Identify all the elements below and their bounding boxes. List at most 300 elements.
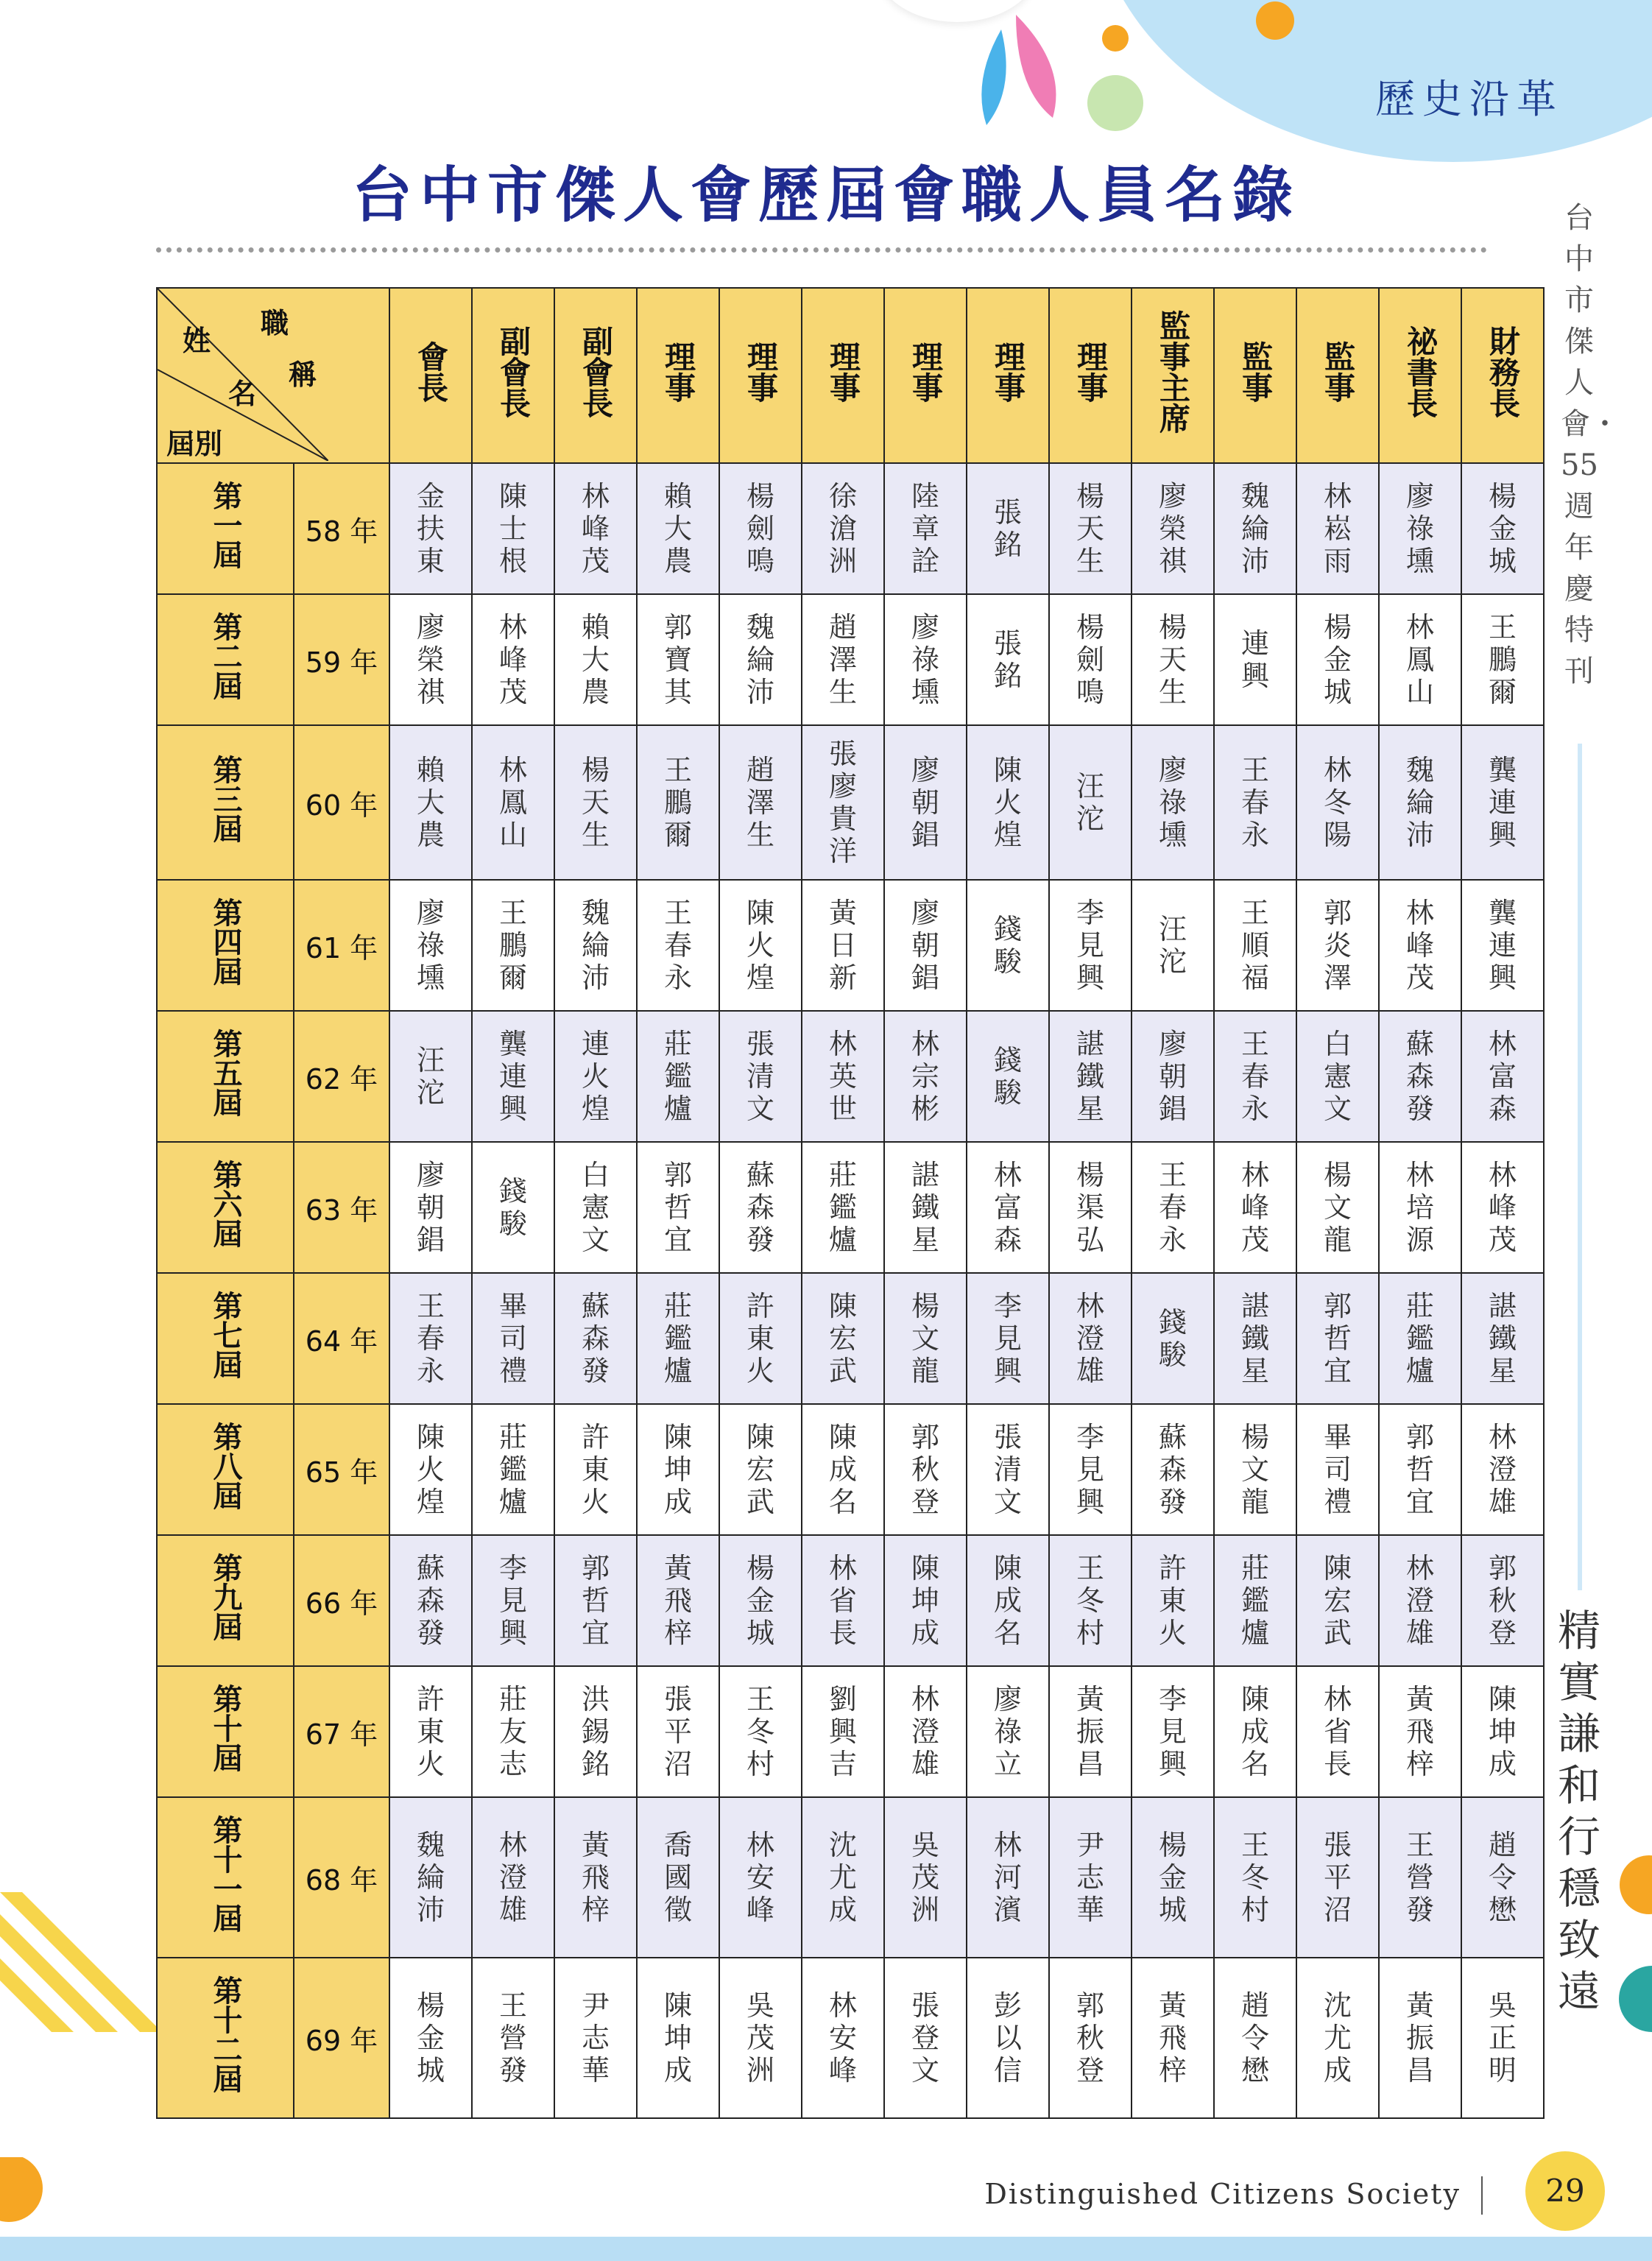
- name-cell: [637, 1666, 719, 1797]
- decor-petals: [957, 0, 1200, 147]
- name-cell: [472, 1797, 554, 1958]
- officer-name: 白憲文: [1323, 1028, 1352, 1125]
- name-cell: [1049, 1666, 1132, 1797]
- officer-name: 張清文: [746, 1028, 774, 1125]
- name-cell: [554, 1011, 637, 1142]
- officer-name: 林富森: [1488, 1028, 1517, 1125]
- name-cell: [389, 1404, 472, 1535]
- officer-name: 林鳳山: [498, 754, 527, 851]
- name-cell: [554, 1142, 637, 1273]
- officer-name: 汪 沱: [416, 1044, 454, 1109]
- term-label: 第八屆: [208, 1422, 242, 1510]
- officer-name: 賴大農: [416, 754, 445, 851]
- officer-name: 李見興: [498, 1552, 527, 1649]
- column-header: [967, 288, 1049, 463]
- column-header-label: 會長: [413, 341, 449, 403]
- year-cell: 63 年: [294, 1142, 389, 1273]
- name-cell: [554, 1797, 637, 1958]
- table-row: [157, 1797, 1544, 1958]
- officer-name: 林英世: [828, 1028, 857, 1125]
- year-cell: 67 年: [294, 1666, 389, 1797]
- column-header: [1132, 288, 1214, 463]
- name-cell: [884, 594, 967, 725]
- table-row: [157, 1535, 1544, 1666]
- officer-name: 楊金城: [1323, 611, 1352, 708]
- officer-name: 諶鐵星: [1488, 1290, 1517, 1387]
- name-cell: [637, 1958, 719, 2118]
- year-cell: 65 年: [294, 1404, 389, 1535]
- year-cell: 69 年: [294, 1958, 389, 2118]
- officer-name: 李見興: [1158, 1683, 1187, 1780]
- name-cell: [472, 880, 554, 1011]
- name-cell: [472, 1273, 554, 1404]
- column-header: [554, 288, 637, 463]
- officer-name: 蘇森發: [1405, 1028, 1434, 1125]
- table-row: [157, 594, 1544, 725]
- officer-name: 黃日新: [828, 897, 857, 994]
- officer-name: 錢 駿: [498, 1175, 537, 1240]
- name-cell: [1461, 1142, 1544, 1273]
- officer-name: 黃振昌: [1076, 1683, 1104, 1780]
- name-cell: [1132, 1958, 1214, 2118]
- name-cell: [1461, 725, 1544, 880]
- officer-name: 王營發: [1405, 1829, 1434, 1926]
- officer-name: 郭寶其: [663, 611, 692, 708]
- officer-name: 王順福: [1240, 897, 1269, 994]
- officer-name: 沈尤成: [828, 1829, 857, 1926]
- name-cell: [389, 1011, 472, 1142]
- page-number: 29: [1525, 2151, 1605, 2231]
- officer-name: 王春永: [663, 897, 692, 994]
- name-cell: [967, 1142, 1049, 1273]
- officer-name: 郭哲宜: [581, 1552, 610, 1649]
- name-cell: [1049, 1797, 1132, 1958]
- name-cell: [1379, 1535, 1461, 1666]
- name-cell: [637, 1404, 719, 1535]
- name-cell: [1461, 1273, 1544, 1404]
- officer-name: 錢 駿: [1158, 1306, 1196, 1371]
- name-cell: [1132, 1797, 1214, 1958]
- officer-name: 楊金城: [416, 1989, 445, 2087]
- name-cell: [1461, 1011, 1544, 1142]
- term-cell: [157, 1142, 294, 1273]
- name-cell: [967, 880, 1049, 1011]
- officer-name: 賴大農: [581, 611, 610, 708]
- officer-name: 莊鑑爐: [498, 1421, 527, 1518]
- officer-name: 龔連興: [498, 1028, 527, 1125]
- officer-name: 魏綸沛: [746, 611, 774, 708]
- name-cell: [1379, 463, 1461, 594]
- term-cell: [157, 1535, 294, 1666]
- column-header: [884, 288, 967, 463]
- corner-name-label: 名: [228, 378, 257, 410]
- column-header: [1049, 288, 1132, 463]
- name-cell: [884, 1142, 967, 1273]
- name-cell: [1379, 1666, 1461, 1797]
- officer-name: 郭秋登: [1488, 1552, 1517, 1649]
- officer-name: 賴大農: [663, 480, 692, 577]
- name-cell: [1461, 594, 1544, 725]
- officer-name: 林峰茂: [498, 611, 527, 708]
- name-cell: [1214, 1273, 1296, 1404]
- officer-name: 楊文龍: [911, 1290, 939, 1387]
- officer-name: 林澄雄: [1076, 1290, 1104, 1387]
- name-cell: [1049, 880, 1132, 1011]
- officer-name: 諶鐵星: [1076, 1028, 1104, 1125]
- term-label: 第十屆: [208, 1684, 242, 1772]
- officer-name: 王冬村: [1240, 1829, 1269, 1926]
- motto: 精實謙和 行穩致遠: [1557, 1606, 1600, 2017]
- officer-name: 汪 沱: [1158, 913, 1196, 978]
- name-cell: [389, 1958, 472, 2118]
- name-cell: [719, 463, 802, 594]
- name-cell: [1049, 463, 1132, 594]
- officer-name: 陳成名: [828, 1421, 857, 1518]
- name-cell: [389, 725, 472, 880]
- name-cell: [967, 1404, 1049, 1535]
- name-cell: [884, 725, 967, 880]
- officer-name: 楊天生: [581, 754, 610, 851]
- term-cell: [157, 1797, 294, 1958]
- officer-name: 林富森: [993, 1159, 1022, 1256]
- name-cell: [1049, 1535, 1132, 1666]
- name-cell: [1296, 594, 1379, 725]
- officer-name: 莊鑑爐: [1405, 1290, 1434, 1387]
- term-cell: [157, 1011, 294, 1142]
- name-cell: [1296, 463, 1379, 594]
- officer-name: 莊鑑爐: [663, 1290, 692, 1387]
- name-cell: [1379, 880, 1461, 1011]
- officer-name: 蘇森發: [416, 1552, 445, 1649]
- officer-name: 楊金城: [1488, 480, 1517, 577]
- officer-name: 畢司禮: [498, 1290, 527, 1387]
- name-cell: [472, 463, 554, 594]
- name-cell: [389, 1535, 472, 1666]
- column-header: [802, 288, 884, 463]
- table-row: [157, 1666, 1544, 1797]
- name-cell: [1214, 1958, 1296, 2118]
- name-cell: [884, 1535, 967, 1666]
- name-cell: [1379, 1797, 1461, 1958]
- name-cell: [719, 1666, 802, 1797]
- name-cell: [1296, 1535, 1379, 1666]
- officer-name: 林峰茂: [1488, 1159, 1517, 1256]
- table-row: [157, 463, 1544, 594]
- name-cell: [637, 725, 719, 880]
- name-cell: [389, 1142, 472, 1273]
- name-cell: [719, 1797, 802, 1958]
- officer-name: 白憲文: [581, 1159, 610, 1256]
- officer-name: 諶鐵星: [1240, 1290, 1269, 1387]
- name-cell: [1296, 880, 1379, 1011]
- term-label: 第二屆: [208, 612, 242, 700]
- officer-name: 廖祿壎: [1158, 754, 1187, 851]
- officer-name: 陳宏武: [1323, 1552, 1352, 1649]
- name-cell: [802, 1011, 884, 1142]
- officer-name: 陳坤成: [663, 1421, 692, 1518]
- name-cell: [554, 1535, 637, 1666]
- table-row: [157, 1958, 1544, 2118]
- table-row: [157, 1273, 1544, 1404]
- officer-name: 林澄雄: [1405, 1552, 1434, 1649]
- officer-name: 楊文龍: [1323, 1159, 1352, 1256]
- name-cell: [884, 1273, 967, 1404]
- column-header: [389, 288, 472, 463]
- name-cell: [472, 1011, 554, 1142]
- name-cell: [1296, 1273, 1379, 1404]
- column-header: [1296, 288, 1379, 463]
- name-cell: [1461, 463, 1544, 594]
- name-cell: [1296, 1011, 1379, 1142]
- officer-name: 郭秋登: [1076, 1989, 1104, 2087]
- name-cell: [1214, 1666, 1296, 1797]
- table-row: [157, 1011, 1544, 1142]
- officer-name: 吳茂洲: [746, 1989, 774, 2087]
- name-cell: [389, 463, 472, 594]
- officer-name: 陸章詮: [911, 480, 939, 577]
- name-cell: [1132, 1142, 1214, 1273]
- year-cell: 68 年: [294, 1797, 389, 1958]
- column-header-label: 副會長: [495, 325, 532, 418]
- officer-name: 廖榮祺: [1158, 480, 1187, 577]
- name-cell: [1296, 1958, 1379, 2118]
- term-cell: [157, 1958, 294, 2118]
- name-cell: [1214, 725, 1296, 880]
- officer-name: 劉興吉: [828, 1683, 857, 1780]
- name-cell: [1214, 463, 1296, 594]
- name-cell: [802, 1958, 884, 2118]
- officer-name: 楊金城: [1158, 1829, 1187, 1926]
- officer-name: 楊天生: [1076, 480, 1104, 577]
- officer-name: 洪錫銘: [581, 1683, 610, 1780]
- officer-name: 郭秋登: [911, 1421, 939, 1518]
- column-header: [1214, 288, 1296, 463]
- name-cell: [967, 1958, 1049, 2118]
- decor-dot: [1215, 0, 1303, 59]
- column-header-label: 監事: [1320, 341, 1356, 403]
- officer-name: 沈尤成: [1323, 1989, 1352, 2087]
- column-header-label: 財務長: [1485, 325, 1521, 418]
- section-tag: 歷史沿革: [1375, 76, 1564, 122]
- officer-name: 楊劍鳴: [1076, 611, 1104, 708]
- term-cell: [157, 463, 294, 594]
- table-row: [157, 725, 1544, 880]
- name-cell: [1214, 1404, 1296, 1535]
- name-cell: [1379, 725, 1461, 880]
- officer-name: 莊鑑爐: [828, 1159, 857, 1256]
- officer-name: 金扶東: [416, 480, 445, 577]
- name-cell: [554, 1666, 637, 1797]
- term-cell: [157, 1404, 294, 1535]
- name-cell: [802, 1797, 884, 1958]
- officer-name: 許東火: [581, 1421, 610, 1518]
- officer-name: 郭炎澤: [1323, 897, 1352, 994]
- officer-name: 林澄雄: [498, 1829, 527, 1926]
- name-cell: [1461, 1797, 1544, 1958]
- term-label: 第四屆: [208, 897, 242, 986]
- name-cell: [719, 594, 802, 725]
- officer-name: 廖朝錩: [911, 897, 939, 994]
- name-cell: [1132, 1535, 1214, 1666]
- name-cell: [637, 463, 719, 594]
- officer-name: 廖祿壎: [1405, 480, 1434, 577]
- name-cell: [1132, 1011, 1214, 1142]
- footer-org: Distinguished Citizens Society: [984, 2178, 1461, 2210]
- name-cell: [637, 594, 719, 725]
- name-cell: [637, 1797, 719, 1958]
- name-cell: [719, 1958, 802, 2118]
- name-cell: [554, 1404, 637, 1535]
- name-cell: [719, 725, 802, 880]
- name-cell: [884, 880, 967, 1011]
- officer-name: 畢司禮: [1323, 1421, 1352, 1518]
- officer-name: 蘇森發: [746, 1159, 774, 1256]
- name-cell: [472, 1142, 554, 1273]
- name-cell: [1049, 594, 1132, 725]
- term-cell: [157, 1273, 294, 1404]
- corner-surname-label: 姓: [183, 325, 211, 357]
- publication-name: 台中市傑人會・55週年慶特刊: [1561, 201, 1620, 688]
- year-cell: 60 年: [294, 725, 389, 880]
- officer-name: 許東火: [1158, 1552, 1187, 1649]
- officer-name: 林省長: [1323, 1683, 1352, 1780]
- name-cell: [1296, 1666, 1379, 1797]
- name-cell: [719, 1142, 802, 1273]
- name-cell: [1049, 1273, 1132, 1404]
- officer-name: 林冬陽: [1323, 754, 1352, 851]
- officer-name: 林峰茂: [581, 480, 610, 577]
- officer-name: 徐滄洲: [828, 480, 857, 577]
- term-label: 第六屆: [208, 1160, 242, 1248]
- name-cell: [1379, 1273, 1461, 1404]
- officer-name: 張廖貴洋: [828, 738, 857, 867]
- officer-name: 魏綸沛: [416, 1829, 445, 1926]
- name-cell: [389, 1273, 472, 1404]
- officer-name: 廖祿壎: [416, 897, 445, 994]
- term-label: 第三屆: [208, 755, 242, 843]
- officer-name: 楊金城: [746, 1552, 774, 1649]
- name-cell: [472, 1666, 554, 1797]
- officer-name: 陳火煌: [746, 897, 774, 994]
- officer-name: 龔連興: [1488, 754, 1517, 851]
- term-cell: [157, 725, 294, 880]
- name-cell: [1132, 1404, 1214, 1535]
- name-cell: [719, 1404, 802, 1535]
- name-cell: [802, 1142, 884, 1273]
- name-cell: [1214, 594, 1296, 725]
- table-row: [157, 1142, 1544, 1273]
- table-header-row: [157, 288, 1544, 463]
- bottom-bar: [0, 2237, 1652, 2261]
- officer-name: 郭哲宜: [663, 1159, 692, 1256]
- name-cell: [1049, 725, 1132, 880]
- name-cell: [967, 1011, 1049, 1142]
- year-cell: 62 年: [294, 1011, 389, 1142]
- officer-name: 王冬村: [1076, 1552, 1104, 1649]
- column-header-label: 理事: [990, 341, 1026, 403]
- name-cell: [554, 463, 637, 594]
- column-header-label: 理事: [1073, 341, 1109, 403]
- officer-name: 趙令懋: [1240, 1989, 1269, 2087]
- name-cell: [554, 880, 637, 1011]
- officer-name: 王春永: [1240, 1028, 1269, 1125]
- name-cell: [554, 1958, 637, 2118]
- name-cell: [1049, 1958, 1132, 2118]
- officer-name: 龔連興: [1488, 897, 1517, 994]
- corner-cell: [157, 288, 389, 463]
- name-cell: [1461, 1958, 1544, 2118]
- name-cell: [1379, 1011, 1461, 1142]
- officer-name: 吳正明: [1488, 1989, 1517, 2087]
- officer-name: 楊文龍: [1240, 1421, 1269, 1518]
- side-divider: [1578, 744, 1582, 1590]
- corner-title-label: 職: [261, 307, 289, 339]
- officer-name: 李見興: [1076, 1421, 1104, 1518]
- title-divider: [156, 247, 1487, 253]
- name-cell: [802, 725, 884, 880]
- name-cell: [637, 1273, 719, 1404]
- officer-name: 楊天生: [1158, 611, 1187, 708]
- officer-name: 王鵬爾: [1488, 611, 1517, 708]
- officers-table: [156, 287, 1545, 2119]
- officer-name: 黃飛梓: [1158, 1989, 1187, 2087]
- name-cell: [802, 1404, 884, 1535]
- officer-name: 王春永: [1158, 1159, 1187, 1256]
- officer-name: 莊鑑爐: [1240, 1552, 1269, 1649]
- decor-orange-dot: [0, 2157, 52, 2223]
- name-cell: [884, 463, 967, 594]
- name-cell: [967, 1273, 1049, 1404]
- term-label: 第九屆: [208, 1553, 242, 1641]
- officer-name: 尹志華: [581, 1989, 610, 2087]
- officer-name: 李見興: [1076, 897, 1104, 994]
- officer-name: 林培源: [1405, 1159, 1434, 1256]
- name-cell: [637, 1142, 719, 1273]
- name-cell: [1461, 880, 1544, 1011]
- name-cell: [967, 594, 1049, 725]
- name-cell: [884, 1666, 967, 1797]
- name-cell: [967, 1535, 1049, 1666]
- officer-name: 張 銘: [993, 496, 1031, 561]
- officer-name: 喬國徵: [663, 1829, 692, 1926]
- column-header-label: 理事: [908, 341, 944, 403]
- name-cell: [967, 1666, 1049, 1797]
- term-label: 第七屆: [208, 1291, 242, 1379]
- officer-name: 廖朝錩: [416, 1159, 445, 1256]
- officer-name: 諶鐵星: [911, 1159, 939, 1256]
- name-cell: [1379, 594, 1461, 725]
- name-cell: [472, 725, 554, 880]
- year-cell: 58 年: [294, 463, 389, 594]
- officer-name: 廖朝錩: [911, 754, 939, 851]
- officer-name: 陳成名: [1240, 1683, 1269, 1780]
- name-cell: [967, 725, 1049, 880]
- name-cell: [1296, 1404, 1379, 1535]
- name-cell: [389, 1666, 472, 1797]
- name-cell: [802, 594, 884, 725]
- officer-name: 王春永: [1240, 754, 1269, 851]
- year-cell: 64 年: [294, 1273, 389, 1404]
- column-header-label: 監事主席: [1155, 310, 1191, 434]
- page-title: 台中市傑人會歷屆會職人員名錄: [351, 160, 1300, 230]
- name-cell: [1132, 725, 1214, 880]
- officer-name: 陳坤成: [663, 1989, 692, 2087]
- officer-name: 黃飛梓: [663, 1552, 692, 1649]
- name-cell: [1049, 1142, 1132, 1273]
- officer-name: 錢 駿: [993, 1044, 1031, 1109]
- column-header-label: 副會長: [578, 325, 614, 418]
- officer-name: 魏綸沛: [581, 897, 610, 994]
